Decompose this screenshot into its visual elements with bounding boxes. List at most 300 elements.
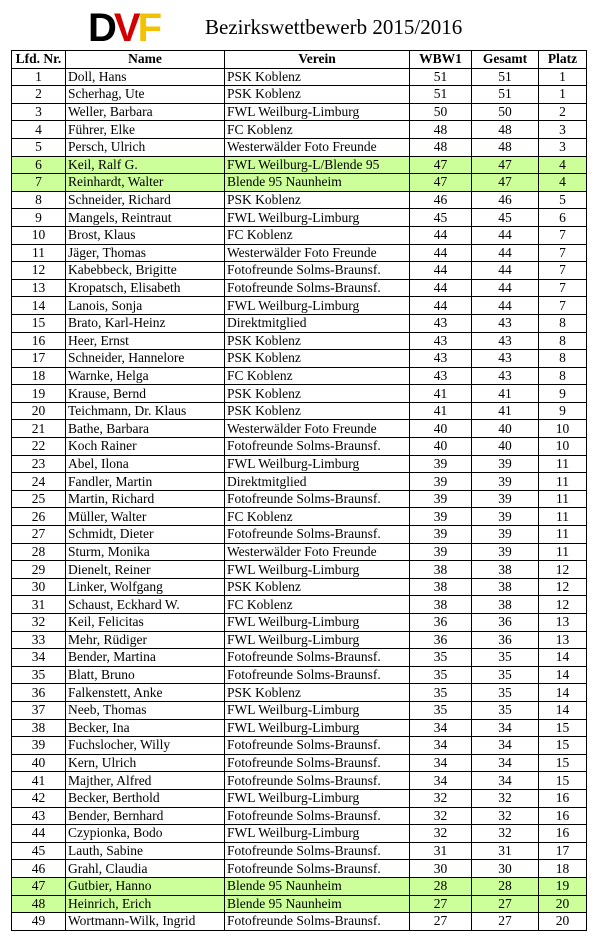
cell-wbw1: 39 <box>410 543 472 561</box>
cell-club: Westerwälder Foto Freunde <box>225 244 410 262</box>
column-header-place: Platz <box>539 51 587 69</box>
cell-nr: 20 <box>12 402 66 420</box>
cell-club: FC Koblenz <box>225 508 410 526</box>
cell-name: Krause, Bernd <box>66 385 225 403</box>
cell-name: Doll, Hans <box>66 68 225 86</box>
cell-name: Schneider, Hannelore <box>66 350 225 368</box>
cell-club: Fotofreunde Solms-Braunsf. <box>225 772 410 790</box>
cell-total: 44 <box>472 262 539 280</box>
table-row <box>12 526 587 544</box>
cell-wbw1: 47 <box>410 174 472 192</box>
column-header-name: Name <box>66 51 225 69</box>
cell-total: 28 <box>472 877 539 895</box>
cell-club: Direktmitglied <box>225 314 410 332</box>
table-row <box>12 226 587 244</box>
cell-total: 35 <box>472 666 539 684</box>
cell-wbw1: 43 <box>410 367 472 385</box>
cell-wbw1: 44 <box>410 226 472 244</box>
cell-name: Weller, Barbara <box>66 103 225 121</box>
cell-nr: 18 <box>12 367 66 385</box>
cell-wbw1: 47 <box>410 156 472 174</box>
cell-club: PSK Koblenz <box>225 332 410 350</box>
cell-wbw1: 51 <box>410 68 472 86</box>
cell-total: 46 <box>472 191 539 209</box>
cell-total: 51 <box>472 68 539 86</box>
cell-nr: 44 <box>12 825 66 843</box>
table-body <box>12 68 587 930</box>
cell-wbw1: 30 <box>410 860 472 878</box>
cell-place: 9 <box>539 402 587 420</box>
cell-nr: 38 <box>12 719 66 737</box>
cell-wbw1: 34 <box>410 719 472 737</box>
table-row <box>12 508 587 526</box>
cell-nr: 4 <box>12 121 66 139</box>
cell-wbw1: 38 <box>410 561 472 579</box>
cell-total: 36 <box>472 614 539 632</box>
table-row <box>12 895 587 913</box>
cell-place: 4 <box>539 156 587 174</box>
cell-wbw1: 35 <box>410 684 472 702</box>
cell-wbw1: 44 <box>410 262 472 280</box>
cell-nr: 6 <box>12 156 66 174</box>
cell-name: Müller, Walter <box>66 508 225 526</box>
cell-name: Persch, Ulrich <box>66 138 225 156</box>
cell-wbw1: 43 <box>410 332 472 350</box>
cell-name: Linker, Wolfgang <box>66 578 225 596</box>
table-row <box>12 314 587 332</box>
cell-nr: 15 <box>12 314 66 332</box>
table-row <box>12 244 587 262</box>
cell-wbw1: 51 <box>410 86 472 104</box>
cell-total: 31 <box>472 842 539 860</box>
cell-club: FWL Weilburg-Limburg <box>225 789 410 807</box>
cell-nr: 13 <box>12 279 66 297</box>
cell-total: 41 <box>472 402 539 420</box>
cell-place: 2 <box>539 103 587 121</box>
cell-club: FWL Weilburg-Limburg <box>225 209 410 227</box>
column-header-nr: Lfd. Nr. <box>12 51 66 69</box>
cell-total: 44 <box>472 279 539 297</box>
cell-place: 12 <box>539 561 587 579</box>
cell-nr: 33 <box>12 631 66 649</box>
cell-name: Sturm, Monika <box>66 543 225 561</box>
cell-total: 38 <box>472 596 539 614</box>
cell-wbw1: 41 <box>410 385 472 403</box>
table-row <box>12 701 587 719</box>
table-row <box>12 772 587 790</box>
cell-club: PSK Koblenz <box>225 684 410 702</box>
cell-club: PSK Koblenz <box>225 191 410 209</box>
cell-nr: 35 <box>12 666 66 684</box>
cell-wbw1: 32 <box>410 789 472 807</box>
cell-total: 44 <box>472 226 539 244</box>
cell-total: 35 <box>472 649 539 667</box>
cell-place: 11 <box>539 543 587 561</box>
cell-total: 45 <box>472 209 539 227</box>
cell-total: 40 <box>472 420 539 438</box>
table-row <box>12 631 587 649</box>
cell-name: Teichmann, Dr. Klaus <box>66 402 225 420</box>
cell-nr: 9 <box>12 209 66 227</box>
table-row <box>12 68 587 86</box>
cell-nr: 42 <box>12 789 66 807</box>
cell-name: Keil, Ralf G. <box>66 156 225 174</box>
table-row <box>12 156 587 174</box>
cell-club: Fotofreunde Solms-Braunsf. <box>225 754 410 772</box>
cell-name: Wortmann-Wilk, Ingrid <box>66 913 225 931</box>
table-row <box>12 754 587 772</box>
cell-club: Fotofreunde Solms-Braunsf. <box>225 807 410 825</box>
cell-place: 5 <box>539 191 587 209</box>
table-row <box>12 420 587 438</box>
cell-nr: 37 <box>12 701 66 719</box>
cell-total: 32 <box>472 825 539 843</box>
cell-club: FWL Weilburg-Limburg <box>225 631 410 649</box>
cell-wbw1: 40 <box>410 438 472 456</box>
cell-name: Kern, Ulrich <box>66 754 225 772</box>
cell-nr: 41 <box>12 772 66 790</box>
cell-name: Fandler, Martin <box>66 473 225 491</box>
cell-place: 15 <box>539 719 587 737</box>
cell-place: 8 <box>539 332 587 350</box>
cell-place: 1 <box>539 68 587 86</box>
cell-name: Martin, Richard <box>66 490 225 508</box>
cell-place: 10 <box>539 438 587 456</box>
cell-nr: 25 <box>12 490 66 508</box>
cell-club: Fotofreunde Solms-Braunsf. <box>225 649 410 667</box>
cell-name: Schneider, Richard <box>66 191 225 209</box>
table-row <box>12 279 587 297</box>
cell-wbw1: 31 <box>410 842 472 860</box>
cell-wbw1: 41 <box>410 402 472 420</box>
cell-nr: 28 <box>12 543 66 561</box>
table-row <box>12 913 587 931</box>
table-row <box>12 191 587 209</box>
cell-place: 20 <box>539 895 587 913</box>
column-header-wbw1: WBW1 <box>410 51 472 69</box>
logo-letter-d: D <box>88 6 114 50</box>
cell-name: Jäger, Thomas <box>66 244 225 262</box>
cell-wbw1: 34 <box>410 737 472 755</box>
cell-nr: 29 <box>12 561 66 579</box>
table-row <box>12 684 587 702</box>
cell-wbw1: 34 <box>410 772 472 790</box>
page-title: Bezirkswettbewerb 2015/2016 <box>205 15 463 39</box>
cell-total: 43 <box>472 314 539 332</box>
cell-club: Fotofreunde Solms-Braunsf. <box>225 842 410 860</box>
cell-club: PSK Koblenz <box>225 350 410 368</box>
table-row <box>12 103 587 121</box>
cell-place: 12 <box>539 596 587 614</box>
cell-nr: 27 <box>12 526 66 544</box>
cell-club: PSK Koblenz <box>225 578 410 596</box>
cell-club: Blende 95 Naunheim <box>225 895 410 913</box>
table-row <box>12 367 587 385</box>
cell-name: Kropatsch, Elisabeth <box>66 279 225 297</box>
cell-club: Fotofreunde Solms-Braunsf. <box>225 526 410 544</box>
cell-place: 11 <box>539 526 587 544</box>
cell-nr: 17 <box>12 350 66 368</box>
cell-place: 7 <box>539 262 587 280</box>
cell-nr: 45 <box>12 842 66 860</box>
cell-place: 13 <box>539 631 587 649</box>
cell-place: 16 <box>539 807 587 825</box>
table-row <box>12 666 587 684</box>
table-row <box>12 402 587 420</box>
cell-place: 14 <box>539 666 587 684</box>
cell-wbw1: 32 <box>410 825 472 843</box>
cell-name: Reinhardt, Walter <box>66 174 225 192</box>
cell-club: Blende 95 Naunheim <box>225 174 410 192</box>
table-row <box>12 649 587 667</box>
cell-total: 34 <box>472 737 539 755</box>
cell-total: 51 <box>472 86 539 104</box>
cell-name: Brato, Karl-Heinz <box>66 314 225 332</box>
cell-name: Koch Rainer <box>66 438 225 456</box>
table-row <box>12 877 587 895</box>
cell-name: Blatt, Bruno <box>66 666 225 684</box>
cell-club: Direktmitglied <box>225 473 410 491</box>
cell-nr: 22 <box>12 438 66 456</box>
cell-name: Scherhag, Ute <box>66 86 225 104</box>
cell-total: 47 <box>472 156 539 174</box>
cell-total: 27 <box>472 895 539 913</box>
table-row <box>12 578 587 596</box>
cell-total: 40 <box>472 438 539 456</box>
cell-place: 1 <box>539 86 587 104</box>
cell-club: Westerwälder Foto Freunde <box>225 138 410 156</box>
cell-name: Führer, Elke <box>66 121 225 139</box>
cell-wbw1: 38 <box>410 596 472 614</box>
cell-club: Fotofreunde Solms-Braunsf. <box>225 262 410 280</box>
cell-nr: 11 <box>12 244 66 262</box>
cell-place: 8 <box>539 314 587 332</box>
cell-nr: 48 <box>12 895 66 913</box>
cell-nr: 36 <box>12 684 66 702</box>
cell-wbw1: 36 <box>410 631 472 649</box>
cell-wbw1: 43 <box>410 350 472 368</box>
cell-club: PSK Koblenz <box>225 385 410 403</box>
cell-nr: 40 <box>12 754 66 772</box>
cell-club: Blende 95 Naunheim <box>225 877 410 895</box>
cell-name: Falkenstett, Anke <box>66 684 225 702</box>
table-row <box>12 332 587 350</box>
cell-place: 4 <box>539 174 587 192</box>
cell-place: 17 <box>539 842 587 860</box>
cell-place: 8 <box>539 350 587 368</box>
cell-nr: 5 <box>12 138 66 156</box>
cell-total: 39 <box>472 473 539 491</box>
cell-place: 3 <box>539 121 587 139</box>
cell-name: Gutbier, Hanno <box>66 877 225 895</box>
cell-total: 44 <box>472 244 539 262</box>
cell-wbw1: 39 <box>410 473 472 491</box>
cell-name: Abel, Ilona <box>66 455 225 473</box>
cell-wbw1: 28 <box>410 877 472 895</box>
cell-place: 11 <box>539 490 587 508</box>
cell-place: 11 <box>539 455 587 473</box>
cell-place: 15 <box>539 754 587 772</box>
cell-club: PSK Koblenz <box>225 86 410 104</box>
table-row <box>12 842 587 860</box>
cell-wbw1: 50 <box>410 103 472 121</box>
cell-wbw1: 44 <box>410 279 472 297</box>
cell-total: 48 <box>472 121 539 139</box>
cell-wbw1: 34 <box>410 754 472 772</box>
cell-nr: 32 <box>12 614 66 632</box>
cell-place: 12 <box>539 578 587 596</box>
cell-wbw1: 44 <box>410 297 472 315</box>
cell-wbw1: 39 <box>410 526 472 544</box>
cell-club: Westerwälder Foto Freunde <box>225 543 410 561</box>
cell-wbw1: 35 <box>410 666 472 684</box>
cell-total: 34 <box>472 772 539 790</box>
cell-place: 19 <box>539 877 587 895</box>
cell-total: 35 <box>472 684 539 702</box>
cell-wbw1: 43 <box>410 314 472 332</box>
cell-nr: 19 <box>12 385 66 403</box>
table-row <box>12 121 587 139</box>
cell-place: 7 <box>539 279 587 297</box>
cell-wbw1: 35 <box>410 701 472 719</box>
cell-total: 32 <box>472 807 539 825</box>
cell-nr: 7 <box>12 174 66 192</box>
column-header-club: Verein <box>225 51 410 69</box>
cell-wbw1: 35 <box>410 649 472 667</box>
cell-wbw1: 44 <box>410 244 472 262</box>
cell-place: 3 <box>539 138 587 156</box>
cell-club: FWL Weilburg-Limburg <box>225 561 410 579</box>
cell-club: PSK Koblenz <box>225 402 410 420</box>
table-row <box>12 860 587 878</box>
cell-total: 47 <box>472 174 539 192</box>
cell-club: FWL Weilburg-Limburg <box>225 719 410 737</box>
cell-place: 10 <box>539 420 587 438</box>
cell-club: Fotofreunde Solms-Braunsf. <box>225 438 410 456</box>
cell-place: 20 <box>539 913 587 931</box>
cell-nr: 26 <box>12 508 66 526</box>
cell-name: Lauth, Sabine <box>66 842 225 860</box>
cell-total: 35 <box>472 701 539 719</box>
cell-name: Fuchslocher, Willy <box>66 737 225 755</box>
cell-name: Lanois, Sonja <box>66 297 225 315</box>
cell-name: Bender, Martina <box>66 649 225 667</box>
cell-name: Heinrich, Erich <box>66 895 225 913</box>
cell-name: Heer, Ernst <box>66 332 225 350</box>
table-row <box>12 789 587 807</box>
cell-name: Majther, Alfred <box>66 772 225 790</box>
cell-total: 41 <box>472 385 539 403</box>
cell-place: 16 <box>539 789 587 807</box>
cell-club: Fotofreunde Solms-Braunsf. <box>225 737 410 755</box>
cell-total: 39 <box>472 490 539 508</box>
cell-name: Warnke, Helga <box>66 367 225 385</box>
cell-wbw1: 48 <box>410 121 472 139</box>
cell-nr: 10 <box>12 226 66 244</box>
cell-nr: 39 <box>12 737 66 755</box>
cell-nr: 1 <box>12 68 66 86</box>
cell-place: 15 <box>539 772 587 790</box>
cell-wbw1: 39 <box>410 455 472 473</box>
cell-total: 32 <box>472 789 539 807</box>
cell-wbw1: 40 <box>410 420 472 438</box>
cell-name: Schaust, Eckhard W. <box>66 596 225 614</box>
cell-total: 38 <box>472 578 539 596</box>
table-row <box>12 825 587 843</box>
cell-wbw1: 27 <box>410 895 472 913</box>
cell-club: FWL Weilburg-Limburg <box>225 701 410 719</box>
cell-wbw1: 46 <box>410 191 472 209</box>
table-row <box>12 297 587 315</box>
cell-name: Becker, Berthold <box>66 789 225 807</box>
cell-name: Keil, Felicitas <box>66 614 225 632</box>
cell-nr: 12 <box>12 262 66 280</box>
cell-place: 8 <box>539 367 587 385</box>
table-row <box>12 807 587 825</box>
cell-nr: 34 <box>12 649 66 667</box>
cell-name: Czypionka, Bodo <box>66 825 225 843</box>
table-row <box>12 438 587 456</box>
cell-total: 39 <box>472 508 539 526</box>
cell-place: 7 <box>539 297 587 315</box>
cell-nr: 21 <box>12 420 66 438</box>
table-row <box>12 473 587 491</box>
cell-nr: 3 <box>12 103 66 121</box>
table-row <box>12 86 587 104</box>
cell-club: FWL Weilburg-Limburg <box>225 825 410 843</box>
cell-total: 27 <box>472 913 539 931</box>
cell-club: Westerwälder Foto Freunde <box>225 420 410 438</box>
table-row <box>12 543 587 561</box>
table-row <box>12 737 587 755</box>
cell-club: Fotofreunde Solms-Braunsf. <box>225 279 410 297</box>
cell-wbw1: 39 <box>410 490 472 508</box>
table-row <box>12 385 587 403</box>
cell-club: FWL Weilburg-Limburg <box>225 614 410 632</box>
cell-name: Mehr, Rüdiger <box>66 631 225 649</box>
cell-nr: 49 <box>12 913 66 931</box>
cell-place: 14 <box>539 649 587 667</box>
cell-total: 36 <box>472 631 539 649</box>
cell-nr: 24 <box>12 473 66 491</box>
cell-total: 43 <box>472 332 539 350</box>
table-row <box>12 719 587 737</box>
table-row <box>12 596 587 614</box>
cell-total: 43 <box>472 367 539 385</box>
cell-club: Fotofreunde Solms-Braunsf. <box>225 666 410 684</box>
table-row <box>12 138 587 156</box>
cell-club: FC Koblenz <box>225 596 410 614</box>
cell-club: FWL Weilburg-Limburg <box>225 103 410 121</box>
cell-wbw1: 36 <box>410 614 472 632</box>
table-row <box>12 262 587 280</box>
cell-nr: 14 <box>12 297 66 315</box>
cell-nr: 2 <box>12 86 66 104</box>
cell-total: 43 <box>472 350 539 368</box>
column-header-total: Gesamt <box>472 51 539 69</box>
cell-nr: 8 <box>12 191 66 209</box>
cell-wbw1: 27 <box>410 913 472 931</box>
cell-nr: 43 <box>12 807 66 825</box>
cell-total: 30 <box>472 860 539 878</box>
cell-total: 44 <box>472 297 539 315</box>
cell-nr: 46 <box>12 860 66 878</box>
logo-letter-v: V <box>113 6 138 50</box>
cell-club: PSK Koblenz <box>225 68 410 86</box>
cell-club: Fotofreunde Solms-Braunsf. <box>225 860 410 878</box>
logo-letter-f: F <box>137 6 160 50</box>
cell-place: 7 <box>539 226 587 244</box>
